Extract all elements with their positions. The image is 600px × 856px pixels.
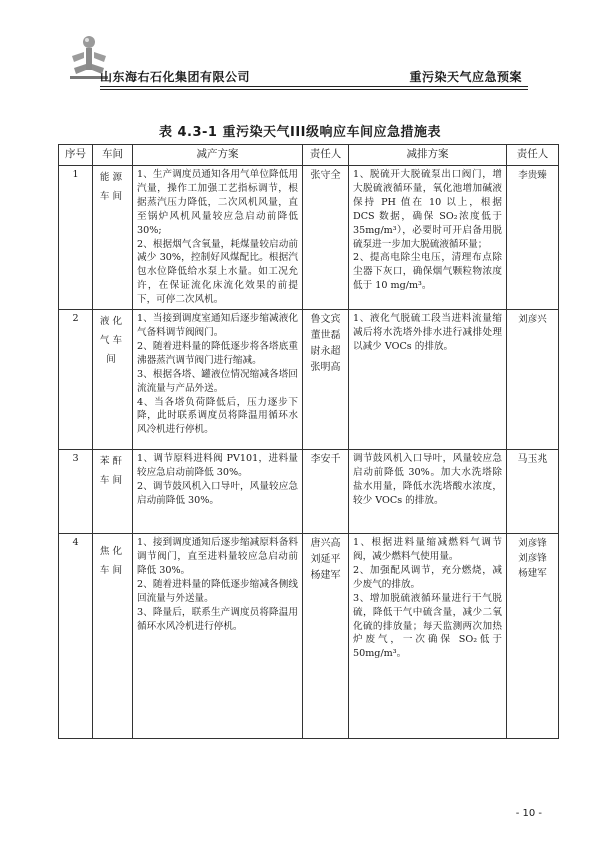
production-plan [133,310,303,450]
plan-item: 1、脱硫开大脱硫泵出口阀门，增大脱硫液循环量，氧化池增加碱液保持 PH 值在 10 以上，根据 DCS 数据，确保 SO₂浓度低于 35mg/m³），必要时可开启备用脱硫泵进一步加大脱硫液循环量； [353,169,502,250]
col-header-production-plan: 减产方案 [133,145,303,166]
workshop-name: 液化气车间 [93,310,133,450]
plan-item: 1、当接到调度室通知后逐步缩减液化气备料调节阀阀门。 [137,313,298,338]
plan-item: 1、根据进料量缩减燃料气调节阀，减少燃料气使用量。 [353,537,502,562]
row-number: 3 [59,450,93,534]
plan-item: 2、提高电除尘电压，清理布点除尘器下灰口，确保烟气颗粒物浓度低于 10 mg/m³。 [353,252,502,292]
row-number: 1 [59,166,93,310]
table-row [59,166,559,310]
header-rule [100,86,528,87]
responsible-person: 李安千 [303,450,349,534]
workshop-name: 焦化车间 [93,534,133,739]
measures-table [58,144,559,739]
plan-item: 3、根据各塔、罐液位情况缩减各塔回流流量与产品外送。 [137,368,298,394]
plan-item: 2、随着进料量的降低逐步将各塔底重沸器蒸汽调节阀门进行缩减。 [137,340,298,366]
plan-item: 2、随着进料量的降低逐步缩减各侧线回流量与外送量。 [137,578,298,604]
emission-plan [349,310,507,450]
emission-plan [349,534,507,739]
plan-item: 1、生产调度员通知各用气单位降低用汽量，操作工加强工艺指标调节，根据蒸汽压力降低，二次风机风量，直至锅炉风机风量较应急启动前降低 30%; [137,169,298,236]
plan-item: 3、增加脱硫液循环量进行干气脱硫，降低干气中硫含量，减少二氧化硫的排放量；每天监测两次加热炉废气，一次确保 SO₂低于 50mg/m³。 [353,592,502,660]
col-header-person-2: 责任人 [507,145,559,166]
responsible-person: 刘彦锋 刘彦锋 杨建军 [507,534,559,739]
page-header [0,0,600,92]
company-name: 山东海右石化集团有限公司 [100,70,251,84]
production-plan [133,450,303,534]
production-plan [133,534,303,739]
workshop-name: 能源车间 [93,166,133,310]
plan-item: 调节鼓风机入口导叶，风量较应急启动前降低 30%。加大水洗塔除盐水用量，降低水洗塔酸水浓度，较少 VOCs 的排放。 [353,453,502,506]
col-header-person-1: 责任人 [303,145,349,166]
plan-item: 1、接到调度通知后逐步缩减原料备料调节阀门，直至进料量较应急启动前降低 30%。 [137,537,298,576]
plan-item: 1、调节原料进料阀 PV101，进料量较应急启动前降低 30%。 [137,453,298,478]
workshop-name: 苯酐车间 [93,450,133,534]
plan-item: 2、加强配风调节，充分燃烧，减少废气的排放。 [353,564,502,590]
page-number: - 10 - [515,808,542,819]
plan-item: 2、根据烟气含氧量，耗煤量较启动前减少 30%，控制好风煤配比。根据汽包水位降低给水泵上水量。如工况允许，在保证流化床流化效果的前提下，可停二次风机。 [137,238,298,306]
emission-plan [349,166,507,310]
responsible-person: 李贵臻 [507,166,559,310]
row-number: 2 [59,310,93,450]
plan-item: 3、降量后，联系生产调度员将降温用循环水风冷机进行停机。 [137,606,298,632]
responsible-person: 鲁文宾 董世磊 尉永超 张明高 [303,310,349,450]
table-row [59,310,559,450]
document-title: 重污染天气应急预案 [409,70,522,84]
responsible-person: 张守全 [303,166,349,310]
plan-item: 1、液化气脱硫工段当进料流量缩减后将水洗塔外排水进行减排处理以减少 VOCs 的排放。 [353,313,502,352]
col-header-emission-plan: 减排方案 [349,145,507,166]
responsible-person: 刘彦兴 [507,310,559,450]
emission-plan [349,450,507,534]
production-plan [133,166,303,310]
plan-item: 4、当各塔负荷降低后，压力逐步下降，此时联系调度员将降温用循环水风冷机进行停机。 [137,396,298,436]
table-title: 表 4.3-1 重污染天气III级响应车间应急措施表 [158,125,442,140]
plan-item: 2、调节鼓风机入口导叶，风量较应急启动前降低 30%。 [137,480,298,506]
col-header-no: 序号 [59,145,93,166]
col-header-workshop: 车间 [93,145,133,166]
row-number: 4 [59,534,93,739]
header-rule-thin [100,89,528,90]
responsible-person: 唐兴高 刘延平 杨建军 [303,534,349,739]
table-row [59,534,559,739]
table-row [59,450,559,534]
responsible-person: 马玉兆 [507,450,559,534]
table-header-row [59,145,559,166]
